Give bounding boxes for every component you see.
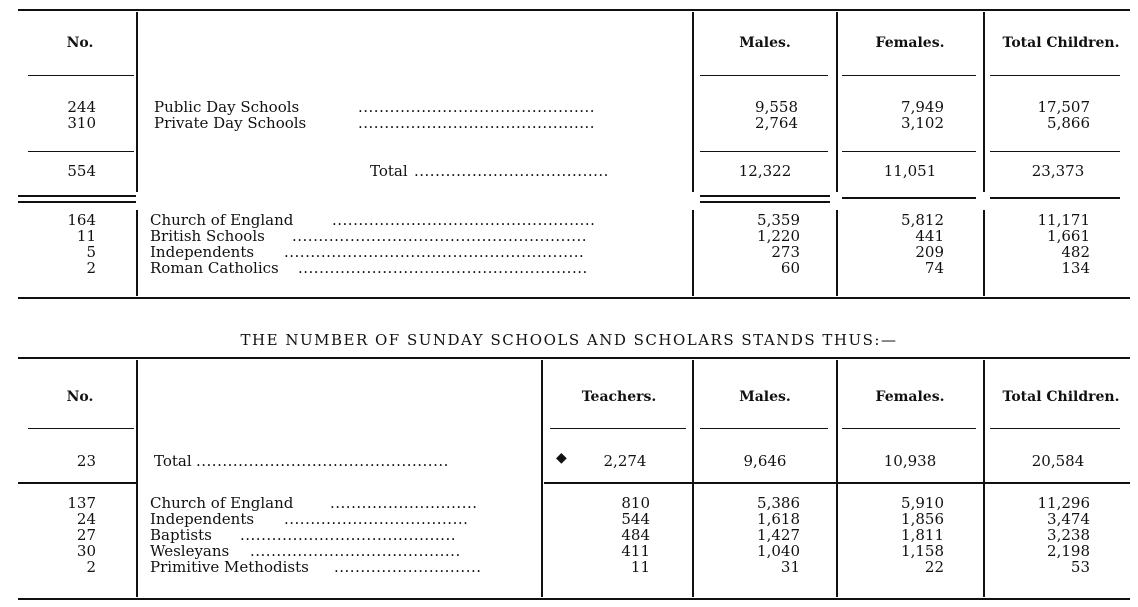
table1-denom4-leader: ....................................................... [298, 260, 588, 276]
table2-row4-total: 2,198 [1047, 542, 1090, 560]
table2-row4-label: Wesleyans [150, 542, 230, 560]
table1-denom1-females: 5,812 [901, 211, 944, 229]
table1-row1-females: 7,949 [901, 98, 944, 116]
table1-total-females: 11,051 [883, 162, 937, 180]
table1-denom3-females: 209 [915, 243, 944, 261]
table1-row1-total: 17,507 [1037, 98, 1090, 116]
table1-vline-2b [692, 210, 694, 296]
table1-subtotal-rule-no [28, 151, 134, 152]
table1-denom1-label: Church of England [150, 211, 294, 229]
table1-header-no: No. [66, 35, 94, 51]
table2-total-no: 23 [76, 452, 96, 470]
table1-total-label: Total [370, 162, 408, 180]
table2-row3-teachers: 484 [621, 526, 650, 544]
table2-bottom-rule [18, 598, 1130, 600]
table2-vline-1 [136, 360, 138, 597]
table2-row3-no: 27 [76, 526, 96, 544]
table1-row1-leader: ............................................. [358, 99, 596, 115]
table2-row3-females: 1,811 [901, 526, 944, 544]
table2-row1-males: 5,386 [757, 494, 800, 512]
table2-header-rule-no [28, 428, 134, 429]
table2-row3-males: 1,427 [757, 526, 800, 544]
table1-denom4-no: 2 [86, 259, 96, 277]
table1-denom3-label: Independents [150, 243, 255, 261]
table1-header-rule-females [842, 75, 976, 76]
table2-row1-total: 11,296 [1037, 494, 1090, 512]
table2-header-rule-teachers [550, 428, 686, 429]
table2-header-males: Males. [739, 389, 791, 405]
table1-denom1-males: 5,359 [757, 211, 800, 229]
table1-total-total: 23,373 [1031, 162, 1085, 180]
table2-row1-females: 5,910 [901, 494, 944, 512]
table2-row4-leader: ........................................ [250, 543, 461, 559]
table1-vline-1b [136, 210, 138, 296]
table2-header-rule-females [842, 428, 976, 429]
table1-row1-no: 244 [67, 98, 96, 116]
table1-denom2-leader: ........................................................ [292, 228, 588, 244]
table1-top-rule [18, 9, 1130, 11]
table2-vline-4 [836, 360, 838, 597]
table2-row5-no: 2 [86, 558, 96, 576]
table1-total-males: 12,322 [738, 162, 792, 180]
table1-double-rule-no-b [18, 201, 136, 203]
table1-denom4-males: 60 [780, 259, 800, 277]
table1-denom1-leader: .................................................. [332, 212, 596, 228]
table1-header-total-children: Total Children. [1002, 35, 1120, 51]
table1-vline-4b [983, 210, 985, 296]
table2-row1-leader: ............................ [330, 495, 478, 511]
table2-header-no: No. [66, 389, 94, 405]
table2-row4-no: 30 [76, 542, 96, 560]
table2-row1-label: Church of England [150, 494, 294, 512]
table2-row2-leader: ................................... [284, 511, 469, 527]
table2-header-rule-males [700, 428, 828, 429]
table1-denom3-leader: ......................................................... [284, 244, 585, 260]
table1-denom2-label: British Schools [150, 227, 265, 245]
table1-row2-leader: ............................................. [358, 115, 596, 131]
table1-row2-no: 310 [67, 114, 96, 132]
table2-vline-5 [983, 360, 985, 597]
table2-row2-total: 3,474 [1047, 510, 1090, 528]
table2-header-rule-total [990, 428, 1120, 429]
table1-denom2-no: 11 [76, 227, 96, 245]
table1-rule-total [990, 197, 1120, 199]
table2-row5-males: 31 [780, 558, 800, 576]
table1-subtotal-rule-total [990, 151, 1120, 152]
table1-row1-males: 9,558 [755, 98, 798, 116]
table1-denom1-no: 164 [67, 211, 96, 229]
bullet-mark-icon: ◆ [556, 450, 567, 466]
table2-row5-leader: ............................ [334, 559, 482, 575]
table1-denom1-total: 11,171 [1037, 211, 1090, 229]
table1-denom4-total: 134 [1061, 259, 1090, 277]
table1-denom2-males: 1,220 [757, 227, 800, 245]
table1-denom2-females: 441 [915, 227, 944, 245]
table1-vline-3b [836, 210, 838, 296]
table1-denom4-females: 74 [924, 259, 944, 277]
table2-row2-females: 1,856 [901, 510, 944, 528]
table1-header-males: Males. [739, 35, 791, 51]
table2-total-total: 20,584 [1031, 452, 1085, 470]
table1-header-females: Females. [875, 35, 945, 51]
table2-row3-total: 3,238 [1047, 526, 1090, 544]
table1-denom4-label: Roman Catholics [150, 259, 279, 277]
table2-header-total-children: Total Children. [1002, 389, 1120, 405]
table2-row5-total: 53 [1070, 558, 1090, 576]
table1-denom3-no: 5 [86, 243, 96, 261]
table2-vline-3 [692, 360, 694, 597]
table1-vline-3 [836, 12, 838, 192]
table2-row1-no: 137 [67, 494, 96, 512]
table2-row2-no: 24 [76, 510, 96, 528]
table2-total-females: 10,938 [883, 452, 937, 470]
table1-double-rule-males-a [700, 195, 830, 197]
table1-total-no: 554 [67, 162, 96, 180]
table2-row4-males: 1,040 [757, 542, 800, 560]
table2-vline-2 [541, 360, 543, 597]
table1-vline-4 [983, 12, 985, 192]
table1-double-rule-males-b [700, 201, 830, 203]
table1-denom2-total: 1,661 [1047, 227, 1090, 245]
table2-total-rule-no [18, 482, 136, 484]
table1-row2-total: 5,866 [1047, 114, 1090, 132]
table1-vline-1 [136, 12, 138, 192]
table1-vline-2 [692, 12, 694, 192]
sunday-schools-caption: THE NUMBER OF SUNDAY SCHOOLS AND SCHOLARS STANDS THUS:— [240, 331, 898, 349]
table1-rule-females [842, 197, 976, 199]
table2-row3-leader: ......................................... [240, 527, 456, 543]
table2-header-females: Females. [875, 389, 945, 405]
table1-double-rule-no-a [18, 195, 136, 197]
table2-row4-teachers: 411 [621, 542, 650, 560]
table2-header-teachers: Teachers. [581, 389, 657, 405]
table1-total-leader: ..................................... [414, 163, 609, 179]
table2-total-teachers: 2,274 [603, 452, 647, 470]
table2-row2-label: Independents [150, 510, 255, 528]
table1-row2-label: Private Day Schools [154, 114, 307, 132]
table2-row1-teachers: 810 [621, 494, 650, 512]
table2-total-males: 9,646 [743, 452, 787, 470]
table1-denom3-males: 273 [771, 243, 800, 261]
table1-denom3-total: 482 [1061, 243, 1090, 261]
table1-subtotal-rule-females [842, 151, 976, 152]
table2-row2-males: 1,618 [757, 510, 800, 528]
table1-header-rule-males [700, 75, 828, 76]
table2-row5-females: 22 [924, 558, 944, 576]
table1-header-rule-total [990, 75, 1120, 76]
table2-row3-label: Baptists [150, 526, 212, 544]
table1-bottom-rule [18, 297, 1130, 299]
table2-row4-females: 1,158 [901, 542, 944, 560]
table1-subtotal-rule-males [700, 151, 828, 152]
table1-header-rule-no [28, 75, 134, 76]
table2-row5-label: Primitive Methodists [150, 558, 309, 576]
table2-row2-teachers: 544 [621, 510, 650, 528]
table1-row1-label: Public Day Schools [154, 98, 300, 116]
table2-total-leader: ................................................ [196, 453, 449, 469]
table2-top-rule [18, 357, 1130, 359]
table2-row5-teachers: 11 [630, 558, 650, 576]
table1-row2-males: 2,764 [755, 114, 798, 132]
table1-row2-females: 3,102 [901, 114, 944, 132]
table2-total-label: Total [154, 452, 192, 470]
